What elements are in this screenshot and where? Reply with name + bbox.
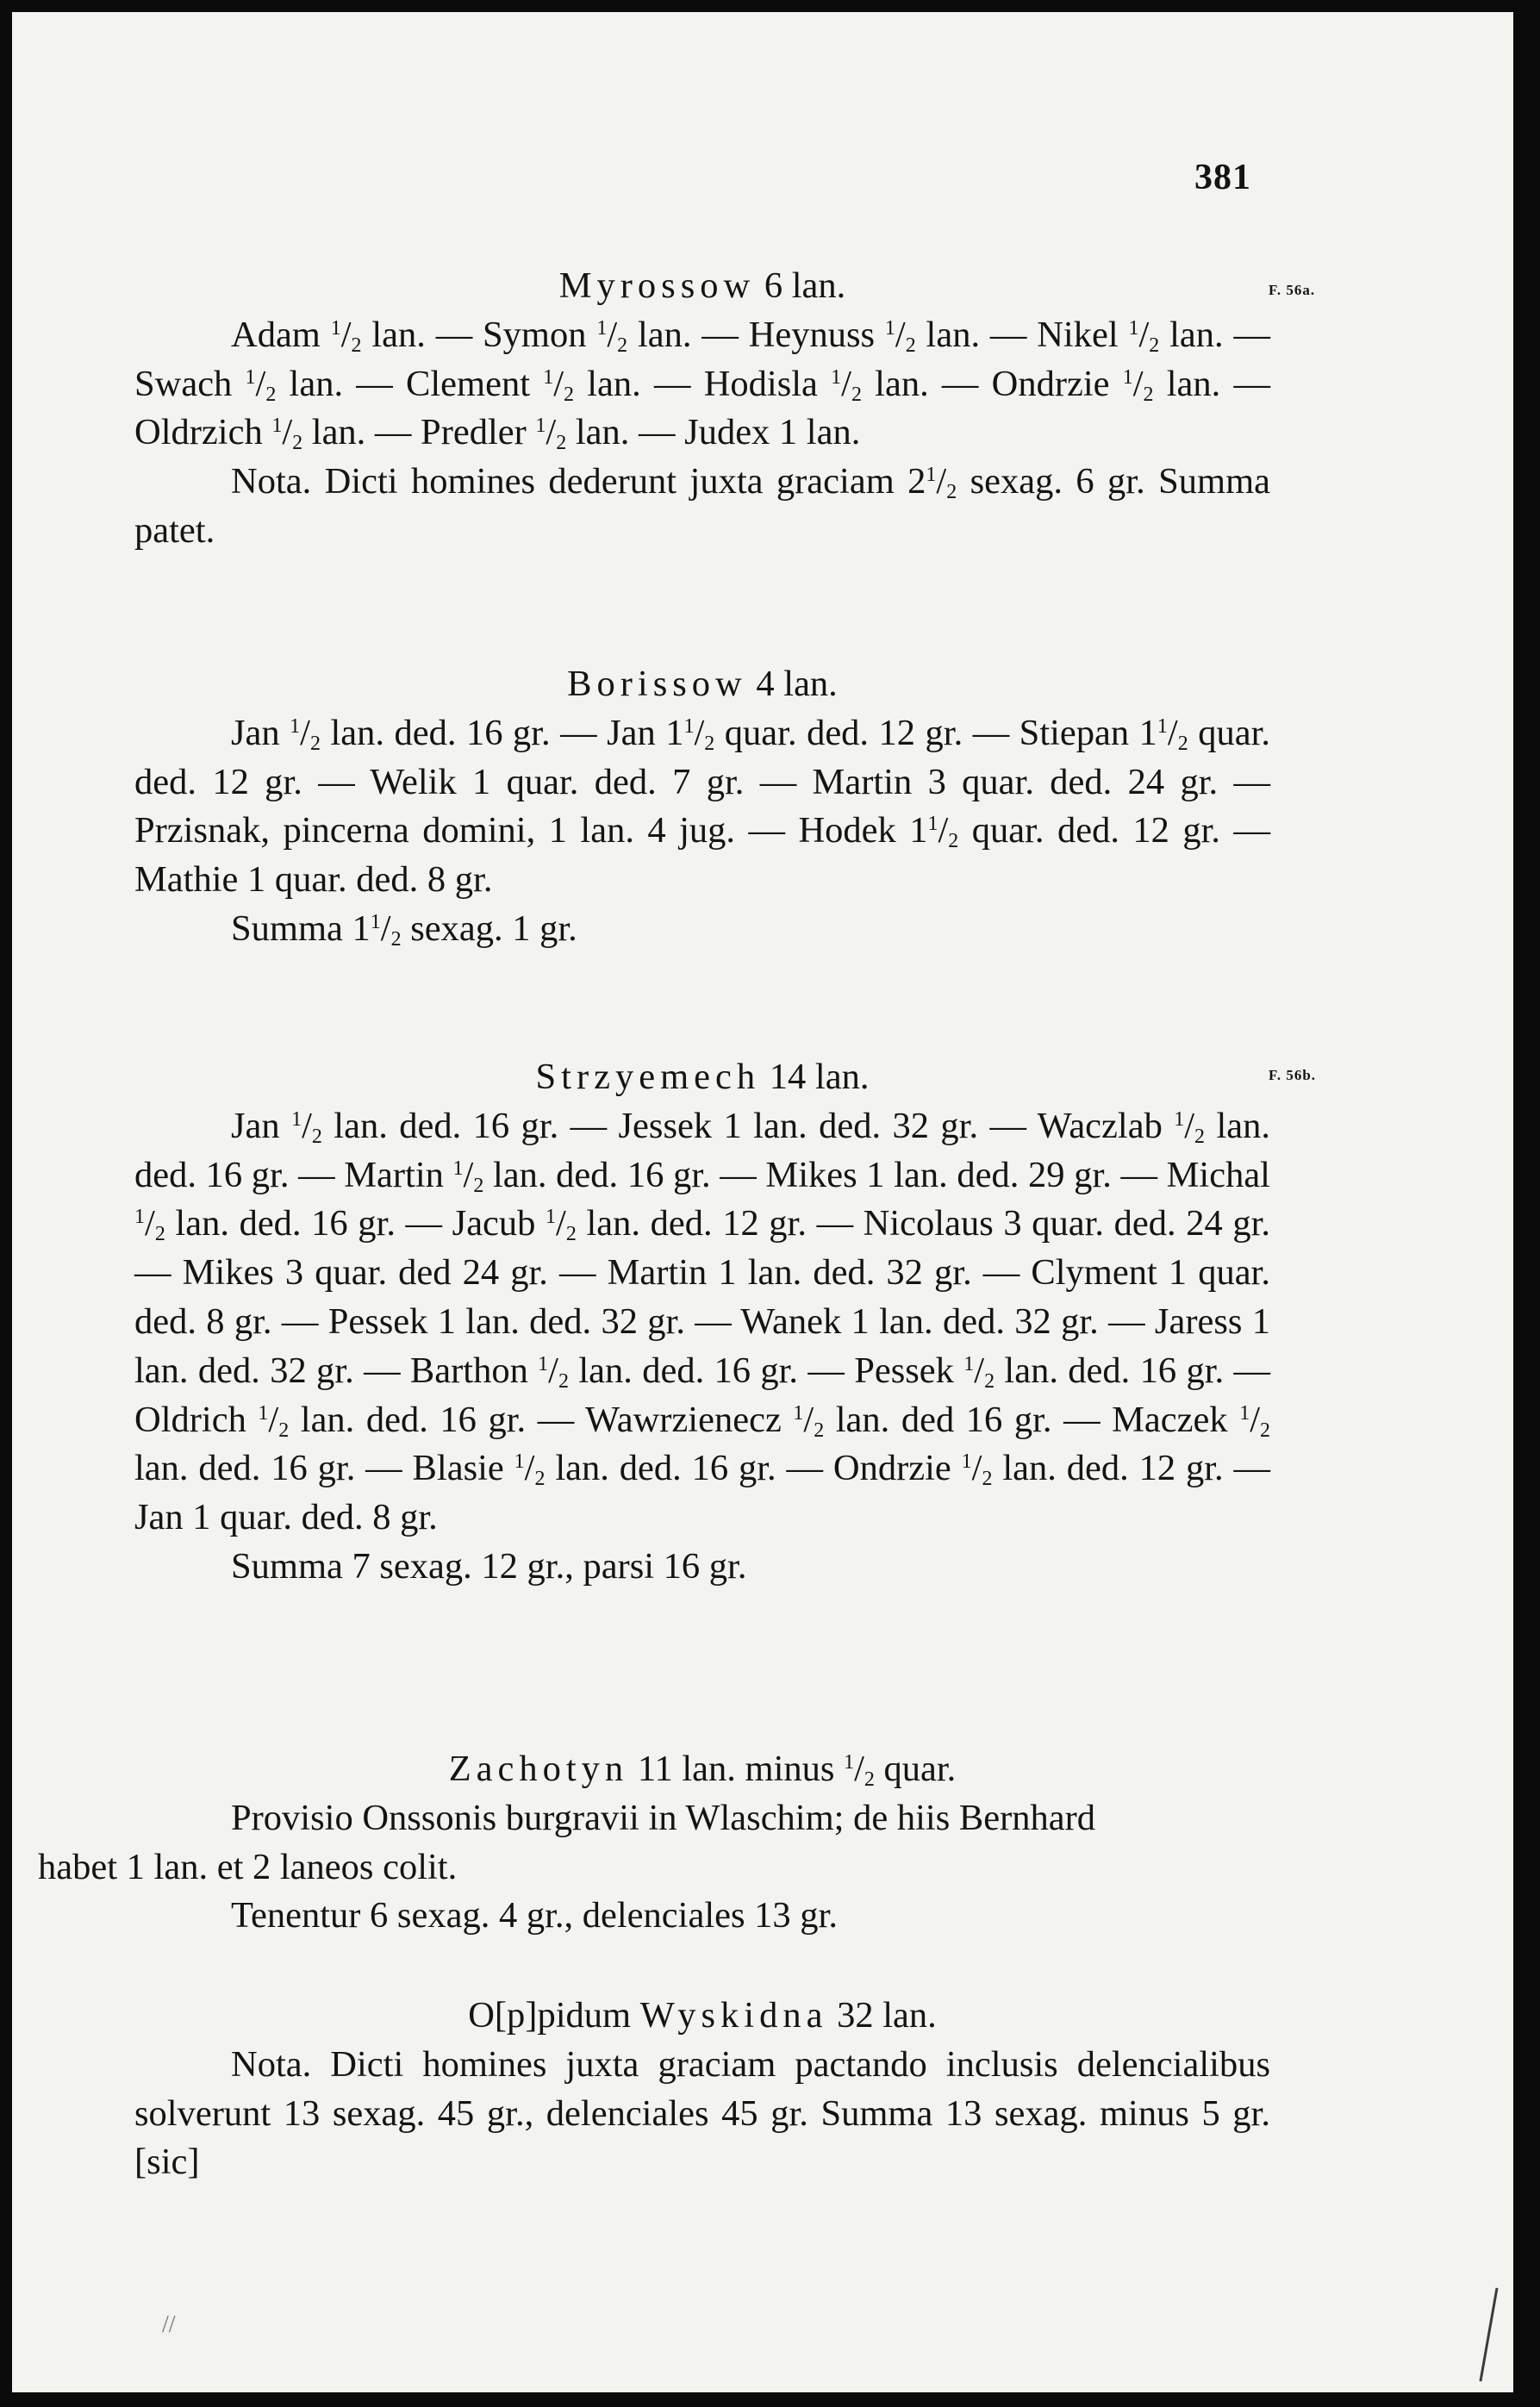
stray-pencil-mark: // (162, 2311, 176, 2338)
document-page (12, 12, 1513, 2392)
section-summa: Summa 7 sexag. 12 gr., parsi 16 gr. (231, 1545, 747, 1587)
stray-edge-mark (1479, 2288, 1498, 2382)
section-strzyemech (134, 1053, 1270, 1592)
section-title: Strzyemech 14 lan. (535, 1057, 870, 1097)
section-nota: Nota. Dicti homines dederunt juxta graciam $2^1/_2$ sexag. 6 gr. Summa patet. (134, 461, 1270, 551)
section-title: O[p]pidum Wyskidna 32 lan. (468, 1995, 937, 2036)
margin-note-f56b: F. 56b. (1269, 1067, 1317, 1083)
section-provisio: Provisio Onssonis burgravii in Wlaschim; de hiis Bernhard habet 1 lan. et 2 laneos colit. (38, 1797, 1096, 1887)
section-wyskidna (134, 1992, 1270, 2187)
section-nota: Nota. Dicti homines juxta graciam pactando inclusis delencialibus solverunt 13 sexag. 45 gr., delenciales 45 gr. Summa 13 sexag. minus 5 gr. [sic] (134, 2043, 1270, 2183)
section-borissow (134, 660, 1270, 954)
margin-note-f56a: F. 56a. (1269, 282, 1316, 298)
section-title: Borissow 4 lan. (567, 664, 838, 704)
section-summa: Summa $1^1/_2$ sexag. 1 gr. (231, 907, 577, 951)
section-myrossow (134, 262, 1270, 556)
section-entries: Jan $^1/_2$ lan. ded. 16 gr. — Jan $1^1/_2$ quar. ded. 12 gr. — Stiepan $1^1/_2$ quar. ded. 12 gr. — Welik 1 quar. ded. 7 gr. — Martin 3 quar. ded. 24 gr. — Przisnak, pincerna domini, 1 lan. 4 jug. — Hodek $1^1/_2$ quar. ded. 12 gr. — Mathie 1 quar. ded. 8 gr. (134, 712, 1271, 901)
section-tenentur: Tenentur 6 sexag. 4 gr., delenciales 13 gr. (231, 1895, 838, 1936)
section-entries: Jan $^1/_2$ lan. ded. 16 gr. — Jessek 1 lan. ded. 32 gr. — Waczlab $^1/_2$ lan. ded. 16 gr. — Martin $^1/_2$ lan. ded. 16 gr. — Mikes 1 lan. ded. 29 gr. — Michal $^1/_2$ lan. ded. 16 gr. — Jacub $^1/_2$ lan. ded. 12 gr. — Nicolaus 3 quar. ded. 24 gr. — Mikes 3 quar. ded 24 gr. — Martin 1 lan. ded. 32 gr. — Clyment 1 quar. ded. 8 gr. — Pessek 1 lan. ded. 32 gr. — Wanek 1 lan. ded. 32 gr. — Jaress 1 lan. ded. 32 gr. — Barthon $^1/_2$ lan. ded. 16 gr. — Pessek $^1/_2$ lan. ded. 16 gr. — Oldrich $^1/_2$ lan. ded. 16 gr. — Wawrzienecz $^1/_2$ lan. ded 16 gr. — Maczek $^1/_2$ lan. ded. 16 gr. — Blasie $^1/_2$ lan. ded. 16 gr. — Ondrzie $^1/_2$ lan. ded. 12 gr. — Jan 1 quar. ded. 8 gr. (134, 1105, 1271, 1538)
section-zachotyn (38, 1745, 1270, 1941)
section-title: Myrossow 6 lan. (558, 265, 846, 306)
section-title: Zachotyn 11 lan. minus $^1/_2$ quar. (448, 1749, 957, 1791)
section-entries: Adam $^1/_2$ lan. — Symon $^1/_2$ lan. — Heynuss $^1/_2$ lan. — Nikel $^1/_2$ lan. — Swach $^1/_2$ lan. — Clement $^1/_2$ lan. — Hodisla $^1/_2$ lan. — Ondrzie $^1/_2$ lan. — Oldrzich $^1/_2$ lan. — Predler $^1/_2$ lan. — Judex 1 lan. (134, 314, 1270, 455)
page-number: 381 (1194, 158, 1251, 197)
